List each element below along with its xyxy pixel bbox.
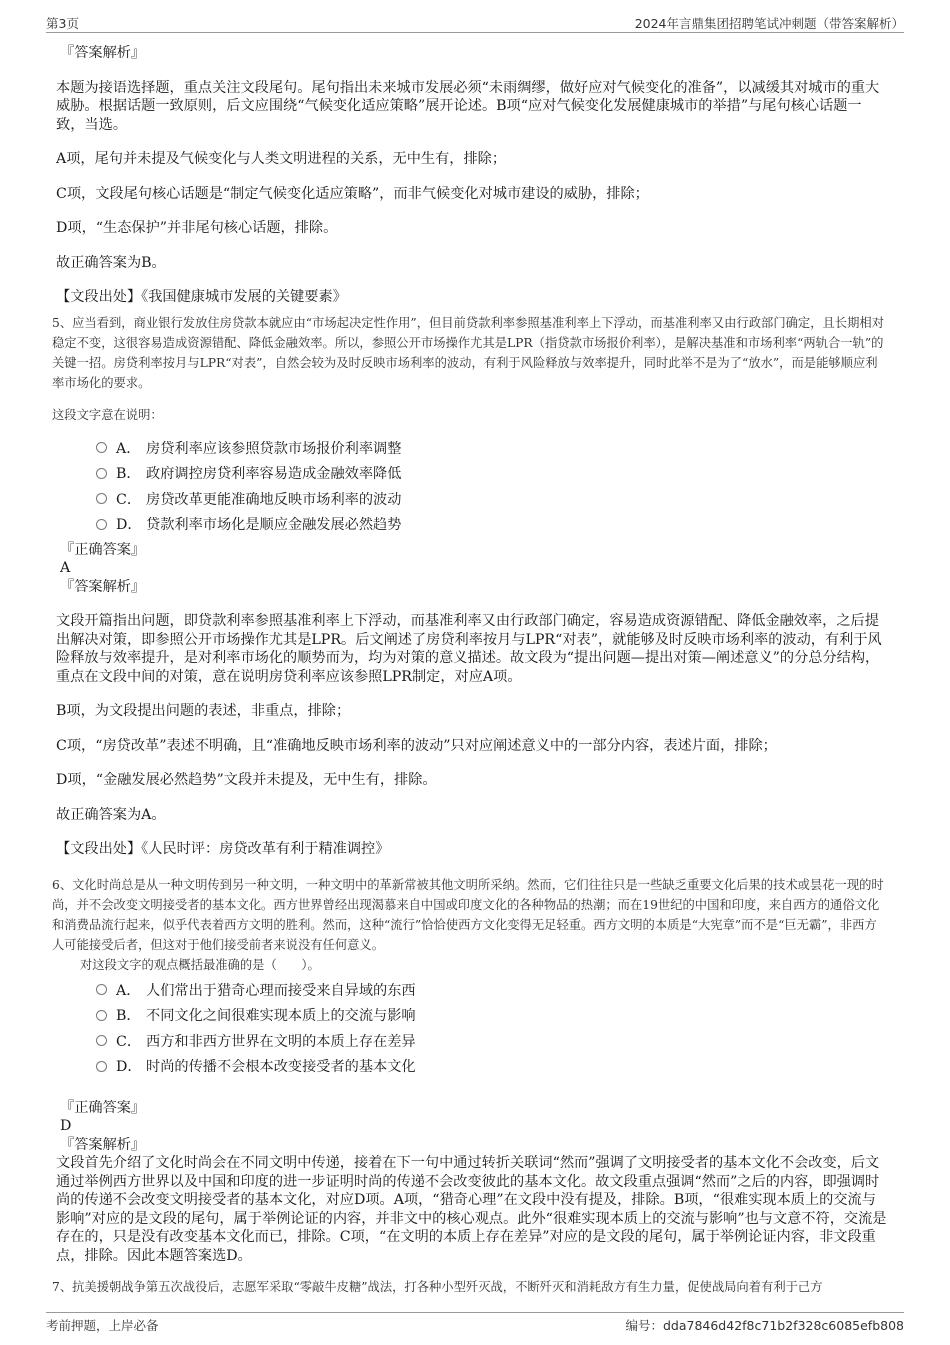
page-header <box>46 12 904 33</box>
conclusion: 故正确答案为A。 <box>56 806 166 823</box>
analysis-label: 『答案解析』 <box>60 1136 146 1153</box>
analysis-point-a: A项，尾句并未提及气候变化与人类文明进程的关系，无中生有，排除； <box>56 151 507 167</box>
answer-label: 『正确答案』 <box>60 1099 146 1116</box>
analysis-label: 『答案解析』 <box>60 578 146 595</box>
radio-icon[interactable] <box>96 442 107 453</box>
analysis-point-d: D项，“金融发展必然趋势”文段并未提及，无中生有，排除。 <box>56 772 437 788</box>
analysis-text: 文段开篇指出问题，即贷款利率参照基准利率上下浮动，而基准利率又由行政部门确定，容易造成资源错配、降低金融效率，之后提出解决对策，即参照公开市场操作尤其是LPR。后文阐述了房贷利率按月与LPR“对表”，就能够及时反映市场利率的波动，有利于风险释放与效率提升，是对利率市场化的顺势而为，均为对策的意义描述。故文段为“提出问题—提出对策—阐述意义”的分总分结构，重点在文段中间的对策，意在说明房贷利率应该参照LPR制定，对应A项。 <box>56 613 882 685</box>
question-6-prompt: 对这段文字的观点概括最准确的是（ ）。 <box>80 957 320 972</box>
answer-value: D <box>60 1118 72 1134</box>
conclusion: 故正确答案为B。 <box>56 254 166 271</box>
radio-icon[interactable] <box>96 1035 107 1046</box>
question-5-stem: 5、应当看到，商业银行发放住房贷款本就应由“市场起决定性作用”，但目前贷款利率参照基准利率上下浮动，而基准利率又由行政部门确定，且长期相对稳定不变，这很容易造成资源错配、降低金融效率。所以，参照公开市场操作尤其是LPR（指贷款市场报价利率），是解决基准和市场利率“两轨合一轨”的关键一招。房贷利率按月与LPR“对表”，自然会较为及时反映市场利率的波动，有利于风险释放与效率提升，同时此举不是为了“放水”，而是能够顺应利率市场化的要求。 <box>52 315 884 390</box>
radio-icon[interactable] <box>96 1010 107 1021</box>
option-a[interactable]: A． 房贷利率应该参照贷款市场报价利率调整 <box>96 439 888 465</box>
question-6-stem: 6、文化时尚总是从一种文明传到另一种文明，一种文明中的革新常被其他文明所采纳。然而，它们往往只是一些缺乏重要文化后果的技术或昙花一现的时尚，并不会改变文明接受者的基本文化。西方世界曾经出现渴慕来自中国或印度文化的各种物品的热潮；而在19世纪的中国和印度，来自西方的通俗文化和消费品流行起来，似乎代表着西方文明的胜利。然而，这种“流行”恰恰使西方文化变得无足轻重。西方文明的本质是“大宪章”而不是“巨无霸”，非西方人可能接受后者，但这对于他们接受前者来说没有任何意义。 <box>52 877 884 952</box>
analysis-text: 文段首先介绍了文化时尚会在不同文明中传递，接着在下一句中通过转折关联词“然而”强调了文明接受者的基本文化不会改变，后文通过举例西方世界以及中国和印度的进一步证明时尚的传递不会改变彼此的基本文化。故文段重点强调“然而”之后的内容，即强调时尚的传递不会改变文明接受者的基本文化，对应D项。A项，“猎奇心理”在文段中没有提及，排除。B项，“很难实现本质上的交流与影响”对应的是文段的尾句，属于举例论证的内容，并非文中的核心观点。此外“很难实现本质上的交流与影响”也与文意不符，交流是存在的，只是没有改变基本文化而已，排除。C项，“在文明的本质上存在差异”对应的是文段的尾句，属于举例论证内容，非文段重点，排除。因此本题答案选D。 <box>56 1155 887 1264</box>
radio-icon[interactable] <box>96 1061 107 1072</box>
question-5-prompt: 这段文字意在说明： <box>52 407 163 422</box>
option-c[interactable]: C． 房贷改革更能准确地反映市场利率的波动 <box>96 490 888 516</box>
radio-icon[interactable] <box>96 519 107 530</box>
analysis-label: 『答案解析』 <box>60 45 146 61</box>
answer-value: A <box>60 560 71 576</box>
analysis-point-d: D项，“生态保护”并非尾句核心话题，排除。 <box>56 220 338 236</box>
option-a[interactable]: A． 人们常出于猎奇心理而接受来自异域的东西 <box>96 981 888 1007</box>
radio-icon[interactable] <box>96 493 107 504</box>
analysis-point-c: C项，“房贷改革”表述不明确，且“准确地反映市场利率的波动”只对应阐述意义中的一部分内容，表述片面，排除； <box>56 737 777 754</box>
option-d[interactable]: D． 时尚的传播不会根本改变接受者的基本文化 <box>96 1057 888 1083</box>
option-b[interactable]: B． 不同文化之间很难实现本质上的交流与影响 <box>96 1006 888 1032</box>
option-b[interactable]: B． 政府调控房贷利率容易造成金融效率降低 <box>96 464 888 490</box>
page-number: 第3页 <box>46 16 79 31</box>
source-citation: 【文段出处】《人民时评：房贷改革有利于精准调控》 <box>56 841 390 857</box>
answer-label: 『正确答案』 <box>60 541 146 558</box>
radio-icon[interactable] <box>96 468 107 479</box>
option-c[interactable]: C． 西方和非西方世界在文明的本质上存在差异 <box>96 1032 888 1058</box>
question-7-stem: 7、抗美援朝战争第五次战役后，志愿军采取“零敲牛皮糖”战法，打各种小型歼灭战，不断歼灭和消耗敌方有生力量，促使战局向着有利于己方 <box>52 1280 823 1294</box>
radio-icon[interactable] <box>96 984 107 995</box>
document-title: 2024年言鼎集团招聘笔试冲刺题（带答案解析） <box>634 16 904 31</box>
footer-slogan: 考前押题，上岸必备 <box>46 1318 159 1333</box>
option-d[interactable]: D． 贷款利率市场化是顺应金融发展必然趋势 <box>96 515 888 541</box>
question-6-options <box>96 981 888 1083</box>
question-5-options <box>96 439 888 541</box>
analysis-text: 本题为接语选择题，重点关注文段尾句。尾句指出未来城市发展必须“未雨绸缪，做好应对气候变化的准备”，以减缓其对城市的重大威胁。根据话题一致原则，后文应围绕“气候变化适应策略”展开论述。B项“应对气候变化发展健康城市的举措”与尾句核心话题一致，当选。 <box>56 79 880 133</box>
document-code: 编号：dda7846d42f8c71b2f328c6085efb808 <box>625 1318 904 1333</box>
source-citation: 【文段出处】《我国健康城市发展的关键要素》 <box>56 289 347 305</box>
document-body <box>52 44 888 1297</box>
analysis-point-b: B项，为文段提出问题的表述，非重点，排除； <box>56 703 351 719</box>
page-footer <box>46 1312 904 1333</box>
analysis-point-c: C项，文段尾句核心话题是“制定气候变化适应策略”，而非气候变化对城市建设的威胁，排除； <box>56 185 649 202</box>
